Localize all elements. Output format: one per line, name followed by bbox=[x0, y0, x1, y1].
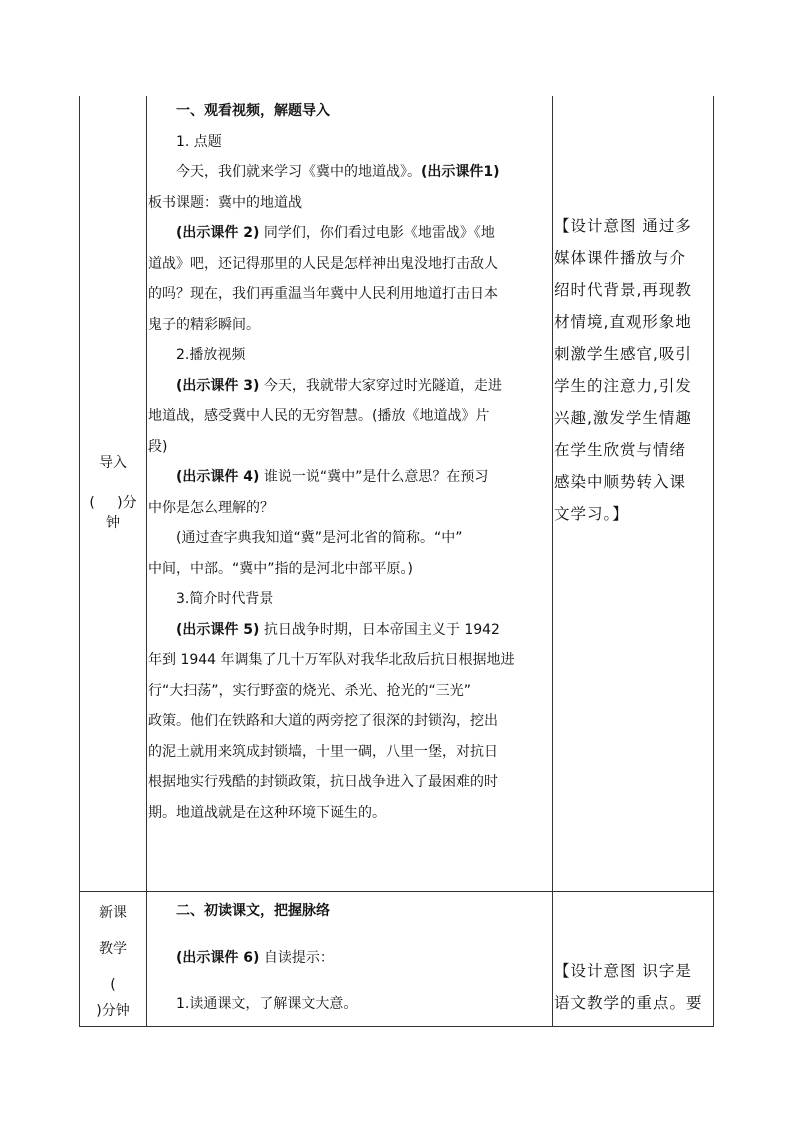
courseware-5-label: (出示课件 5) bbox=[176, 621, 260, 638]
intent-line: 刺激学生感官,吸引 bbox=[554, 345, 692, 363]
paragraph-today bbox=[148, 157, 551, 188]
paragraph-1-line-1 bbox=[148, 218, 551, 249]
courseware-4-label: (出示课件 4) bbox=[176, 469, 260, 485]
phase-intro-duration bbox=[80, 493, 146, 513]
board-title-line: 板书课题：冀中的地道战 bbox=[148, 194, 302, 211]
paragraph-2-line-1 bbox=[148, 371, 551, 402]
paragraph-2-text-a: 今天，我就带大家穿过时光隧道，走进 bbox=[259, 377, 502, 394]
paragraph-2-line-3: 段) bbox=[148, 438, 168, 455]
paragraph-1-text-a: 同学们，你们看过电影《地雷战》《地 bbox=[259, 225, 495, 241]
section-heading-intro: 一、观看视频，解题导入 bbox=[176, 103, 330, 119]
phase-intro-paren-open: ( bbox=[89, 495, 95, 511]
paragraph-4-line-1: (通过查字典我知道“冀”是河北省的简称。“中” bbox=[176, 530, 463, 546]
paragraph-6-line-1 bbox=[148, 943, 551, 974]
phase-intro-cell bbox=[80, 453, 146, 533]
sub-heading-2: 2.播放视频 bbox=[176, 347, 246, 363]
phase-new-lesson-name-a: 新课 bbox=[99, 905, 127, 921]
phase-new-lesson-cell bbox=[80, 900, 146, 1024]
table-border-col2 bbox=[552, 96, 553, 1027]
paragraph-6-text: 自读提示： bbox=[259, 949, 334, 966]
sub-heading-1: 1. 点题 bbox=[176, 133, 222, 150]
table-row-divider bbox=[79, 891, 714, 892]
paragraph-5-line-7: 期。地道战就是在这种环境下诞生的。 bbox=[148, 804, 386, 821]
paragraph-1-line-4: 鬼子的精彩瞬间。 bbox=[148, 316, 260, 333]
paragraph-5-line-5: 的泥土就用来筑成封锁墙，十里一碉，八里一堡，对抗日 bbox=[148, 743, 498, 760]
paragraph-3-text-a: 谁说一说“冀中”是什么意思？在预习 bbox=[259, 469, 489, 485]
paragraph-5-line-6: 根据地实行残酷的封锁政策，抗日战争进入了最困难的时 bbox=[148, 774, 498, 790]
intent-line: 绍时代背景,再现教 bbox=[554, 281, 692, 299]
section-heading-new-lesson: 二、初读课文，把握脉络 bbox=[176, 903, 330, 919]
table-border-left bbox=[79, 96, 80, 1027]
paragraph-5-line-2: 年到 1944 年调集了几十万军队对我华北敌后抗日根据地进 bbox=[148, 652, 515, 668]
paragraph-3-line-1 bbox=[148, 462, 551, 493]
intent-line: 材情境,直观形象地 bbox=[554, 313, 692, 331]
sub-heading-3: 3.简介时代背景 bbox=[176, 591, 274, 607]
paragraph-4-line-2: 中间，中部。“冀中”指的是河北中部平原。) bbox=[148, 560, 413, 577]
reading-item-1: 1.读通课文，了解课文大意。 bbox=[176, 996, 358, 1012]
phase-intro-name: 导入 bbox=[99, 455, 127, 471]
phase-new-lesson-paren-open: ( bbox=[110, 977, 116, 993]
paragraph-1-line-3: 的吗？现在，我们再重温当年冀中人民利用地道打击日本 bbox=[148, 286, 498, 302]
paragraph-5-text-a: 抗日战争时期，日本帝国主义于 1942 bbox=[259, 621, 500, 638]
paragraph-5-line-3: 行“大扫荡”，实行野蛮的烧光、杀光、抢光的“三光” bbox=[148, 682, 472, 699]
intent-line: 【设计意图 通过多 bbox=[554, 217, 692, 235]
intent-line: 【设计意图 识字是 bbox=[554, 962, 692, 980]
phase-intro-unit: 钟 bbox=[106, 515, 120, 531]
table-border-col1 bbox=[146, 96, 147, 1027]
new-lesson-design-intent-cell bbox=[554, 955, 712, 1019]
courseware-3-label: (出示课件 3) bbox=[176, 377, 260, 394]
courseware-2-label: (出示课件 2) bbox=[176, 225, 260, 241]
new-lesson-content-cell bbox=[148, 896, 551, 1020]
table-border-bottom bbox=[79, 1026, 714, 1027]
courseware-1-label: (出示课件1) bbox=[421, 164, 500, 180]
intent-line: 语文教学的重点。要 bbox=[554, 994, 703, 1012]
paragraph-5-line-1 bbox=[148, 615, 551, 646]
paragraph-5-line-4: 政策。他们在铁路和大道的两旁挖了很深的封锁沟，挖出 bbox=[148, 713, 498, 729]
paragraph-2-line-2: 地道战，感受冀中人民的无穷智慧。(播放《地道战》片 bbox=[148, 408, 490, 424]
intro-content-cell bbox=[148, 96, 551, 828]
intent-line: 媒体课件播放与介 bbox=[554, 249, 687, 267]
intent-line: 文学习。】 bbox=[554, 505, 629, 523]
phase-intro-paren-close: )分 bbox=[117, 495, 137, 511]
paragraph-today-text: 今天，我们就来学习《冀中的地道战》。 bbox=[176, 164, 421, 180]
intent-line: 兴趣,激发学生情趣 bbox=[554, 409, 692, 427]
phase-new-lesson-name-b: 教学 bbox=[99, 941, 127, 957]
table-border-right bbox=[713, 96, 714, 1027]
courseware-6-label: (出示课件 6) bbox=[176, 949, 260, 966]
intent-line: 感染中顺势转入课 bbox=[554, 473, 687, 491]
intent-line: 在学生欣赏与情绪 bbox=[554, 441, 687, 459]
intent-line: 学生的注意力,引发 bbox=[554, 377, 692, 395]
paragraph-3-line-2: 中你是怎么理解的？ bbox=[148, 499, 274, 516]
paragraph-1-line-2: 道战》吧，还记得那里的人民是怎样神出鬼没地打击敌人 bbox=[148, 255, 498, 272]
intro-design-intent-cell bbox=[554, 210, 712, 530]
phase-new-lesson-paren-close: )分钟 bbox=[96, 1003, 130, 1019]
